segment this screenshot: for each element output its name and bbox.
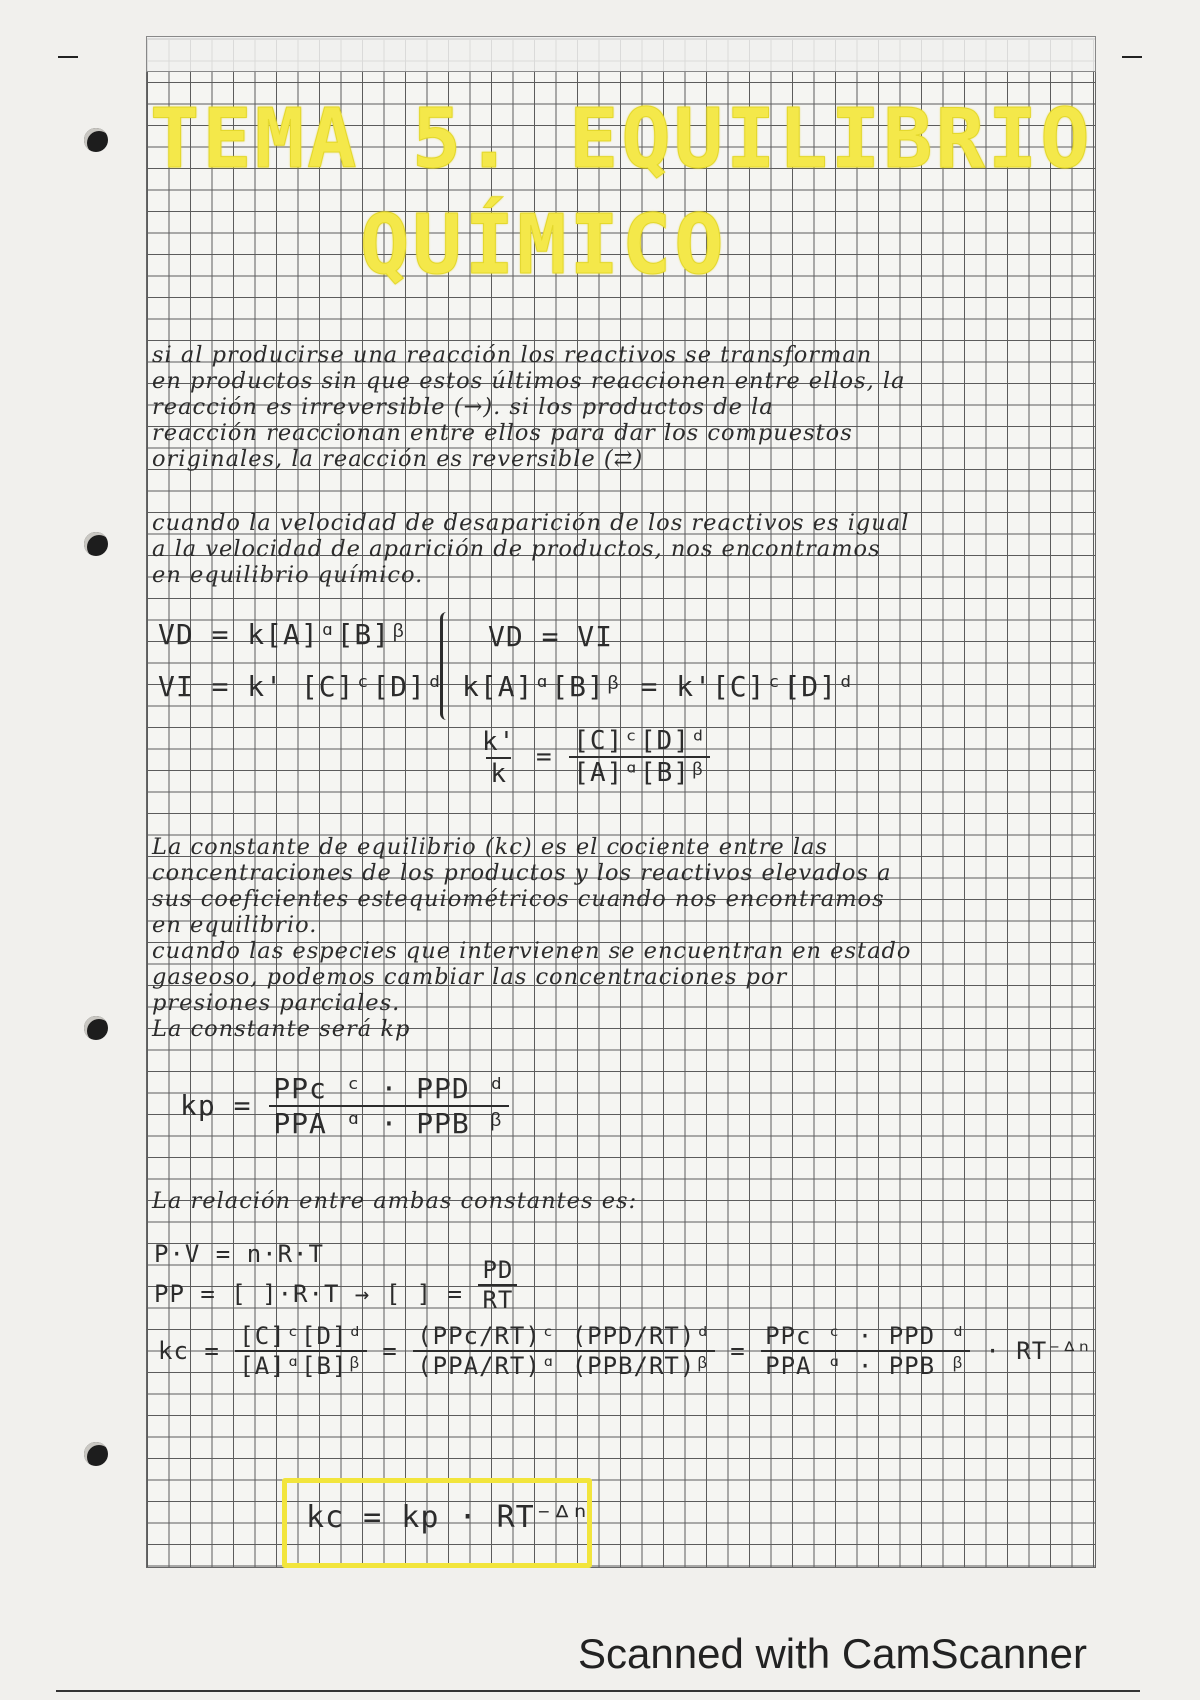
- kc-pressure-fraction: [761, 1322, 970, 1382]
- fraction-numerator: (PPc/RT)ᶜ (PPD/RT)ᵈ: [417, 1322, 711, 1350]
- text-line: si al producirse una reacción los reactivos se transforman: [152, 342, 873, 368]
- text-line: reacción reaccionan entre ellos para dar los compuestos: [152, 420, 853, 446]
- paragraph-reversibility: [152, 342, 906, 472]
- text-line: cuando la velocidad de desaparición de los reactivos es igual: [152, 510, 910, 536]
- inverse-rate-equation: VI = k' [C]ᶜ[D]ᵈ: [158, 670, 444, 703]
- fraction-numerator: k': [482, 726, 516, 757]
- k-ratio-fraction: [478, 727, 519, 789]
- partial-pressure-equation: [154, 1256, 517, 1314]
- partial-pressure-fraction: [478, 1256, 517, 1314]
- equals-sign: =: [730, 1337, 746, 1365]
- fraction-denominator: k: [486, 757, 511, 789]
- direct-rate-equation: VD = k[A]ᵅ[B]ᵝ: [158, 618, 408, 651]
- kc-label: kc =: [158, 1337, 220, 1365]
- sheet-header-strip: [146, 36, 1096, 72]
- fraction-denominator: [A]ᵅ[B]ᵝ: [569, 756, 710, 789]
- ideal-gas-equation: P·V = n·R·T: [154, 1240, 324, 1268]
- final-relation-equation: kc = kp · RT⁻ᐞⁿ: [306, 1500, 591, 1535]
- text-line: gaseoso, podemos cambiar las concentraciones por: [152, 964, 788, 990]
- paragraph-relation: La relación entre ambas constantes es:: [152, 1188, 638, 1214]
- rt-factor: · RT⁻ᐞⁿ: [985, 1337, 1093, 1365]
- text-line: cuando las especies que intervienen se encuentran en estado: [152, 938, 912, 964]
- rate-constant-ratio-equation: [478, 726, 711, 789]
- page-title-line2: QUÍMICO: [360, 198, 727, 293]
- fraction-numerator: [C]ᶜ[D]ᵈ: [239, 1322, 363, 1350]
- kp-fraction: [269, 1072, 509, 1142]
- fraction-denominator: PPA ᵅ · PPB ᵝ: [269, 1105, 509, 1142]
- scan-crop-mark-left: [58, 56, 78, 58]
- concentration-ratio-fraction: [569, 726, 710, 789]
- binder-hole: [84, 1016, 108, 1040]
- fraction-numerator: PD: [482, 1256, 514, 1284]
- rates-equal-equation: VD = VI: [488, 620, 614, 653]
- kc-concentration-fraction: [235, 1322, 367, 1382]
- fraction-numerator: [C]ᶜ[D]ᵈ: [573, 726, 707, 756]
- text-line: en equilibrio.: [152, 912, 318, 938]
- binder-hole: [84, 532, 108, 556]
- system-brace: [440, 612, 453, 720]
- kc-pressure-rt-fraction: [413, 1322, 715, 1382]
- paragraph-equilibrium-constant: [152, 834, 911, 1042]
- scan-bottom-edge: [56, 1690, 1140, 1692]
- text-line: La constante será kp: [152, 1016, 411, 1042]
- equals-sign: =: [535, 742, 553, 772]
- kc-derivation: [158, 1322, 1092, 1382]
- equals-sign: =: [382, 1337, 398, 1365]
- text-line: en productos sin que estos últimos reaccionen entre ellos, la: [152, 368, 906, 394]
- fraction-denominator: (PPA/RT)ᵅ (PPB/RT)ᵝ: [413, 1350, 715, 1382]
- rates-expanded-equation: k[A]ᵅ[B]ᵝ = k'[C]ᶜ[D]ᵈ: [462, 670, 855, 703]
- fraction-denominator: RT: [478, 1284, 517, 1314]
- fraction-numerator: PPc ᶜ · PPD ᵈ: [273, 1072, 506, 1105]
- text-line: presiones parciales.: [152, 990, 401, 1016]
- fraction-denominator: PPA ᵅ · PPB ᵝ: [761, 1350, 970, 1382]
- binder-hole: [84, 128, 108, 152]
- kp-formula: [180, 1072, 509, 1142]
- text-line: reacción es irreversible (→). si los productos de la: [152, 394, 774, 420]
- kp-label: kp =: [180, 1089, 252, 1122]
- paragraph-equilibrium-definition: [152, 510, 909, 588]
- text-line: sus coeficientes estequiométricos cuando nos encontramos: [152, 886, 885, 912]
- text-line: La constante de equilibrio (kc) es el cociente entre las: [152, 834, 828, 860]
- text-line: concentraciones de los productos y los reactivos elevados a: [152, 860, 892, 886]
- fraction-denominator: [A]ᵅ[B]ᵝ: [235, 1350, 367, 1382]
- text-line: originales, la reacción es reversible (⇄): [152, 446, 644, 472]
- fraction-numerator: PPc ᶜ · PPD ᵈ: [765, 1322, 966, 1350]
- binder-hole: [84, 1442, 108, 1466]
- scan-crop-mark-right: [1122, 56, 1142, 58]
- camscanner-watermark: Scanned with CamScanner: [578, 1630, 1087, 1677]
- page-title-line1: TEMA 5. EQUILIBRIO: [150, 92, 1093, 187]
- text-line: en equilibrio químico.: [152, 562, 424, 588]
- text-line: a la velocidad de aparición de productos, nos encontramos: [152, 536, 881, 562]
- partial-pressure-text: PP = [ ]·R·T → [ ] =: [154, 1280, 463, 1308]
